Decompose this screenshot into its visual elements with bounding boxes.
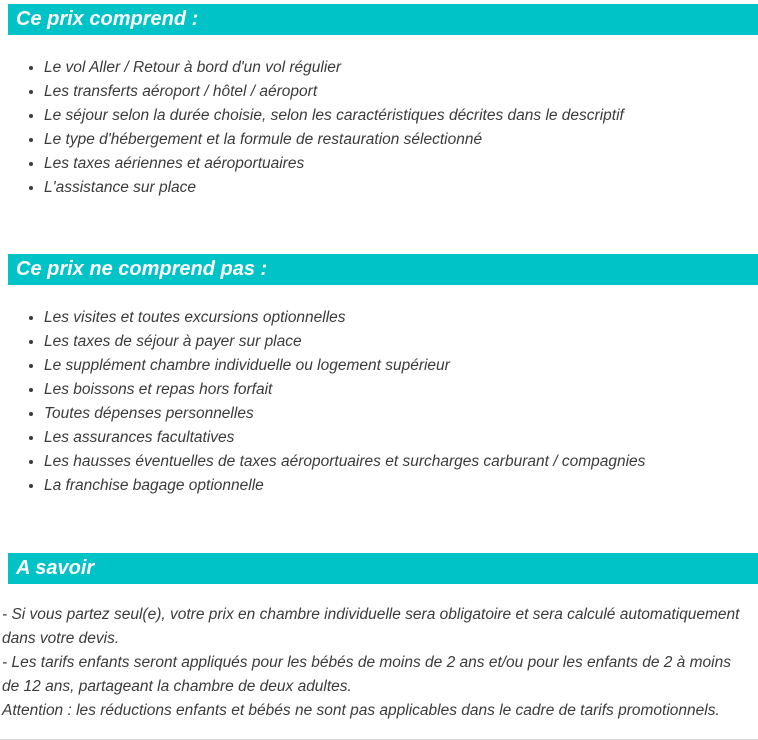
section-header-good-to-know: A savoir [8, 553, 758, 584]
section-header-price-not-includes: Ce prix ne comprend pas : [8, 254, 758, 285]
section-price-not-includes [0, 254, 758, 498]
price-includes-list [0, 56, 758, 200]
list-item: • Les transferts aéroport / hôtel / aéroport [44, 80, 758, 104]
list-item: • Les taxes aériennes et aéroportuaires [44, 152, 758, 176]
section-header-price-includes: Ce prix comprend : [8, 4, 758, 35]
list-item: • L'assistance sur place [44, 176, 758, 200]
list-item: • Le séjour selon la durée choisie, selon les caractéristiques décrites dans le descriptif [44, 104, 758, 128]
list-item: • Le supplément chambre individuelle ou logement supérieur [44, 354, 758, 378]
list-item: • Les assurances facultatives [44, 426, 758, 450]
list-item: • Les taxes de séjour à payer sur place [44, 330, 758, 354]
list-item: • La franchise bagage optionnelle [44, 474, 758, 498]
list-item: • Les visites et toutes excursions optionnelles [44, 306, 758, 330]
section-price-includes [0, 4, 758, 200]
list-item: • Le vol Aller / Retour à bord d'un vol régulier [44, 56, 758, 80]
list-item: • Les boissons et repas hors forfait [44, 378, 758, 402]
note-paragraph: - Les tarifs enfants seront appliqués pour les bébés de moins de 2 ans et/ou pour les enfants de 2 à moins de 12 ans, partageant la chambre de deux adultes. [2, 654, 731, 695]
good-to-know-text [0, 603, 758, 723]
list-item: • Les hausses éventuelles de taxes aéroportuaires et surcharges carburant / compagnies [44, 450, 758, 474]
price-not-includes-list [0, 306, 758, 498]
section-good-to-know [0, 553, 758, 723]
list-item: • Le type d'hébergement et la formule de restauration sélectionné [44, 128, 758, 152]
note-paragraph: Attention : les réductions enfants et bébés ne sont pas applicables dans le cadre de tarifs promotionnels. [2, 702, 720, 719]
note-paragraph: - Si vous partez seul(e), votre prix en chambre individuelle sera obligatoire et sera calculé automatiquement dans votre devis. [2, 606, 740, 647]
list-item: • Toutes dépenses personnelles [44, 402, 758, 426]
